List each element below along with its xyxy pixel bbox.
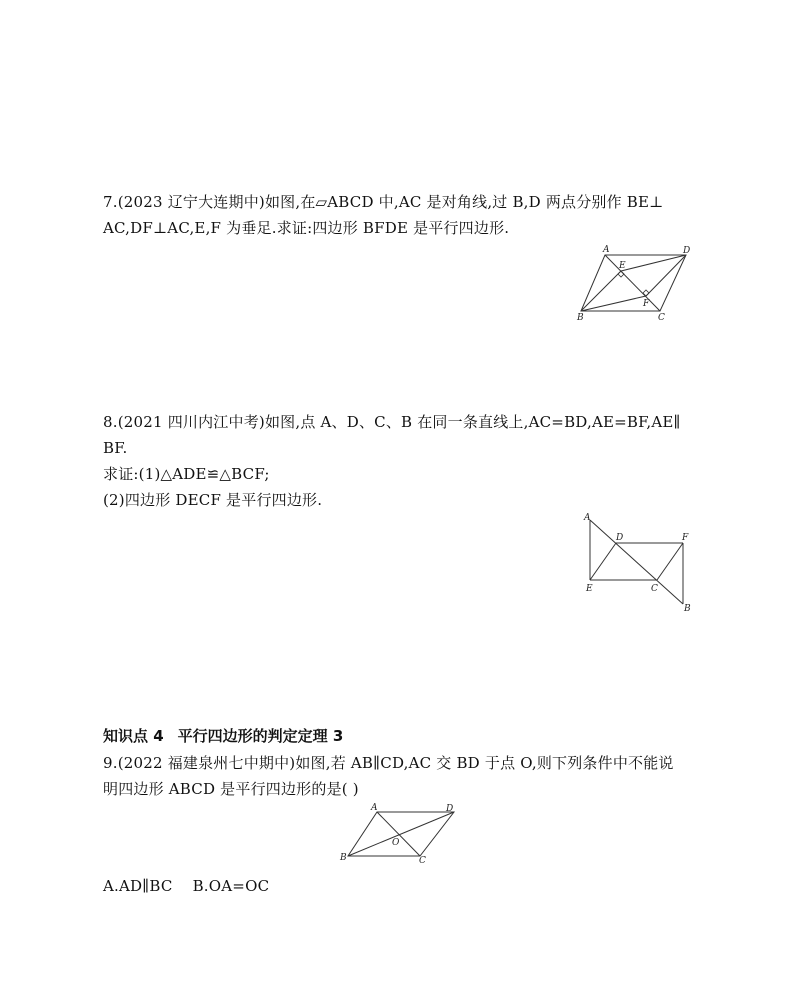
q7-label-d: D xyxy=(683,246,691,256)
q7-segment-df xyxy=(646,255,686,296)
q8-label-c: C xyxy=(651,584,658,594)
q8-text-line-2: BF. xyxy=(103,439,128,457)
q9-text-line-2: 明四边形 ABCD 是平行四边形的是( ) xyxy=(103,780,359,798)
q9-text-line-1: 9.(2022 福建泉州七中期中)如图,若 AB∥CD,AC 交 BD 于点 O,则下列条件中不能说 xyxy=(103,754,674,772)
q7-label-a: A xyxy=(603,245,610,255)
section-title: 平行四边形的判定定理 3 xyxy=(177,727,344,745)
q9-label-d: D xyxy=(446,804,454,814)
q8-label-f: F xyxy=(682,533,689,543)
q7-label-b: B xyxy=(577,313,584,323)
q7-label-e: E xyxy=(619,261,626,271)
q9-option-b[interactable]: B.OA=OC xyxy=(192,877,270,895)
q9-option-a[interactable]: A.AD∥BC xyxy=(103,877,173,895)
q8-label-a: A xyxy=(584,513,591,523)
q8-segment-cf xyxy=(657,543,683,580)
q9-label-o: O xyxy=(392,838,400,848)
q8-label-e: E xyxy=(586,584,593,594)
q7-segment-be xyxy=(581,271,621,311)
q7-figure xyxy=(570,240,700,325)
q9-diagonal-bd xyxy=(348,812,454,856)
section-number: 知识点 4 xyxy=(103,727,164,745)
q9-figure xyxy=(337,800,467,868)
q8-text-line-1: 8.(2021 四川内江中考)如图,点 A、D、C、B 在同一条直线上,AC=BD,AE=BF,AE∥ xyxy=(103,413,681,431)
q7-segment-de xyxy=(621,255,686,271)
q7-label-c: C xyxy=(658,313,665,323)
q8-segment-de xyxy=(590,543,616,580)
q8-text-line-3: 求证:(1)△ADE≌△BCF; xyxy=(103,465,270,483)
q9-label-b: B xyxy=(340,853,347,863)
q9-label-c: C xyxy=(419,856,426,866)
q7-segment-bf xyxy=(581,296,646,311)
q8-figure xyxy=(578,510,698,615)
q7-parallelogram xyxy=(581,255,686,311)
section-heading xyxy=(103,726,343,746)
q9-label-a: A xyxy=(371,803,378,813)
q7-text-line-2: AC,DF⊥AC,E,F 为垂足.求证:四边形 BFDE 是平行四边形. xyxy=(103,219,510,237)
q8-label-d: D xyxy=(616,533,624,543)
q7-label-f: F xyxy=(643,299,650,309)
q9-diagonal-ac xyxy=(377,812,420,856)
q9-options xyxy=(103,876,269,896)
q7-text-line-1: 7.(2023 辽宁大连期中)如图,在▱ABCD 中,AC 是对角线,过 B,D 两点分别作 BE⊥ xyxy=(103,193,664,211)
q8-label-b: B xyxy=(684,604,691,614)
q8-text-line-4: (2)四边形 DECF 是平行四边形. xyxy=(103,491,323,509)
